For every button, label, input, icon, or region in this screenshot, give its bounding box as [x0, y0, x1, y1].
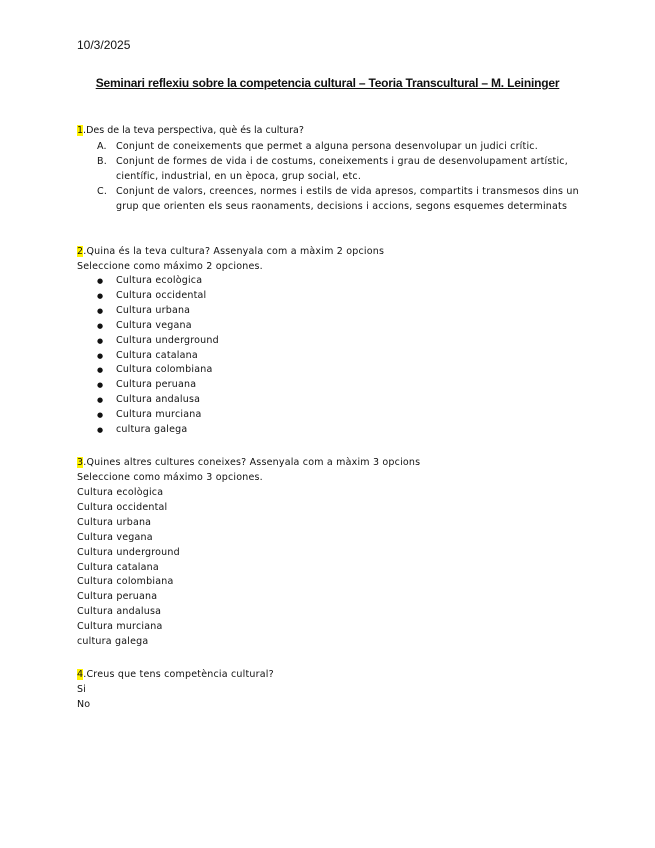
- question-2-options: [97, 274, 219, 438]
- option-text: Cultura urbana: [116, 304, 191, 316]
- question-3-number: 3: [77, 457, 84, 468]
- question-3-subtitle: Seleccione como máximo 3 opciones.: [77, 472, 263, 483]
- document-title: Seminari reflexiu sobre la competencia cultural – Teoria Transcultural – M. Leininger: [95, 76, 560, 90]
- bullet-icon: ●: [97, 411, 104, 420]
- option-item[interactable]: [97, 349, 219, 364]
- option-item[interactable]: [97, 363, 219, 378]
- option-text: Cultura urbana: [77, 516, 152, 528]
- option-text: Cultura peruana: [77, 591, 158, 603]
- option-text: Cultura murciana: [77, 621, 163, 633]
- option-text: Si: [77, 684, 87, 695]
- option-text: Cultura peruana: [116, 379, 197, 391]
- option-item[interactable]: [77, 561, 180, 576]
- option-item[interactable]: [77, 486, 180, 501]
- option-item[interactable]: [77, 698, 90, 713]
- question-3-text: .Quines altres cultures coneixes? Assenyala com a màxim 3 opcions: [83, 457, 421, 468]
- question-4-options: [77, 683, 90, 713]
- option-text: Cultura murciana: [116, 409, 202, 421]
- option-text: No: [77, 698, 91, 710]
- option-item[interactable]: [97, 319, 219, 334]
- option-item[interactable]: [77, 683, 90, 698]
- question-1-options: [97, 139, 587, 214]
- option-item[interactable]: [97, 393, 219, 408]
- question-4-text: .Creus que tens competència cultural?: [83, 669, 274, 680]
- document-date: 10/3/2025: [77, 38, 131, 52]
- option-text: Cultura andalusa: [116, 394, 201, 406]
- option-text: Cultura underground: [116, 334, 219, 346]
- bullet-icon: ●: [97, 336, 104, 345]
- option-text: Cultura catalana: [77, 561, 159, 573]
- option-item[interactable]: [77, 575, 180, 590]
- option-text: Cultura ecològica: [116, 275, 203, 286]
- question-1-text: .Des de la teva perspectiva, què és la cultura?: [83, 125, 304, 136]
- option-text: Conjunt de coneixements que permet a alguna persona desenvolupar un judici crític.: [116, 141, 538, 152]
- question-3: [77, 455, 420, 470]
- option-text: Conjunt de valors, creences, normes i estils de vida apresos, compartits i transmesos dins un grup que orienten els seus raonaments, decisions i accions, segons esquemes determinats: [116, 186, 579, 212]
- option-text: Cultura colombiana: [116, 364, 213, 376]
- bullet-icon: ●: [97, 381, 104, 390]
- option-a[interactable]: [97, 139, 587, 154]
- option-item[interactable]: [97, 334, 219, 349]
- option-item[interactable]: [77, 531, 180, 546]
- option-item[interactable]: [77, 501, 180, 516]
- option-text: Cultura occidental: [116, 289, 207, 301]
- option-text: Cultura catalana: [116, 349, 198, 361]
- bullet-icon: ●: [97, 291, 104, 300]
- option-marker: C.: [97, 186, 108, 197]
- bullet-icon: ●: [97, 321, 104, 330]
- question-2-number: 2: [77, 246, 84, 257]
- option-item[interactable]: [97, 274, 219, 289]
- question-1-number: 1: [77, 125, 84, 136]
- option-item[interactable]: [77, 605, 180, 620]
- question-4-number: 4: [77, 669, 84, 680]
- option-text: Cultura occidental: [77, 501, 168, 513]
- option-item[interactable]: [77, 516, 180, 531]
- option-item[interactable]: [97, 289, 219, 304]
- option-item[interactable]: [97, 304, 219, 319]
- option-item[interactable]: [77, 635, 180, 650]
- option-item[interactable]: [77, 590, 180, 605]
- option-item[interactable]: [97, 378, 219, 393]
- bullet-icon: ●: [97, 277, 104, 285]
- option-text: Cultura vegana: [77, 531, 153, 543]
- bullet-icon: ●: [97, 306, 104, 315]
- option-text: cultura galega: [116, 424, 188, 436]
- option-text: Cultura colombiana: [77, 576, 174, 588]
- option-text: Cultura underground: [77, 546, 180, 558]
- bullet-icon: ●: [97, 366, 104, 375]
- option-item[interactable]: [97, 408, 219, 423]
- option-c[interactable]: [97, 184, 587, 214]
- question-3-options: [77, 486, 180, 650]
- option-text: Cultura vegana: [116, 319, 192, 331]
- question-1: [77, 123, 304, 138]
- bullet-icon: ●: [97, 396, 104, 405]
- question-2-text: .Quina és la teva cultura? Assenyala com a màxim 2 opcions: [83, 246, 385, 257]
- question-2-subtitle: Seleccione como máximo 2 opciones.: [77, 261, 263, 272]
- option-text: Conjunt de formes de vida i de costums, coneixements i grau de desenvolupament artístic, científic, industrial, en un època, grup social, etc.: [116, 156, 568, 182]
- option-item[interactable]: [77, 620, 180, 635]
- option-text: Cultura ecològica: [77, 487, 164, 498]
- bullet-icon: ●: [97, 426, 104, 435]
- option-item[interactable]: [97, 423, 219, 438]
- question-4: [77, 667, 274, 682]
- option-marker: A.: [97, 141, 107, 152]
- option-marker: B.: [97, 156, 107, 167]
- option-text: Cultura andalusa: [77, 606, 162, 618]
- bullet-icon: ●: [97, 351, 104, 360]
- question-2: [77, 244, 384, 259]
- option-b[interactable]: [97, 154, 587, 184]
- option-text: cultura galega: [77, 636, 149, 648]
- option-item[interactable]: [77, 546, 180, 561]
